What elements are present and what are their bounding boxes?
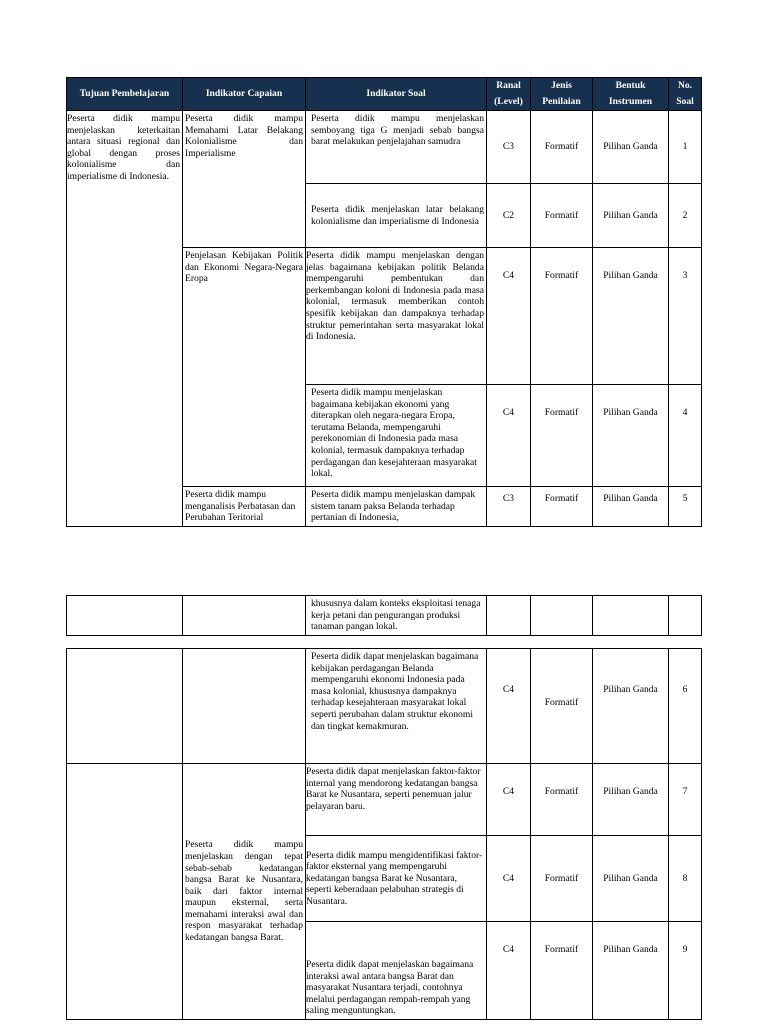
soal-cell: Peserta didik dapat menjelaskan bagaimana interaksi awal antara bangsa Barat dan masyarakat Nusantara terjadi, contohnya melalui perdagangan rempah-rempah yang saling menguntungkan. — [306, 922, 487, 1020]
no-cell: 2 — [669, 184, 702, 248]
ranah-cell: C4 — [487, 649, 531, 764]
header-jenis — [531, 78, 593, 111]
header-tujuan: Tujuan Pembelajaran — [67, 78, 183, 111]
capaian-cell: Peserta didik mampu menjelaskan dengan tepat sebab-sebab kedatangan bangsa Barat ke Nusantara, baik dari faktor internal maupun eksternal, serta memahami interaksi awal dan respon masyarakat terhadap kedatangan bangsa Barat. — [183, 764, 306, 1020]
ranah-cell: C4 — [487, 764, 531, 836]
soal-cell: Peserta didik mampu menjelaskan bagaimana kebijakan ekonomi yang diterapkan oleh negara-negara Eropa, terutama Belanda, mempengaruhi perekonomian di Indonesia pada masa kolonial, termasuk dampaknya terhadap perdagangan dan kesejahteraan masyarakat lokal. — [306, 385, 487, 487]
jenis-cell: Formatif — [531, 487, 593, 527]
ranah-cell: C4 — [487, 922, 531, 1020]
bentuk-cell: Pilihan Ganda — [593, 385, 669, 487]
header-jenis-line1: Jenis — [551, 80, 572, 91]
empty-cell — [593, 596, 669, 636]
ranah-cell: C4 — [487, 836, 531, 922]
soal-cell: Peserta didik dapat menjelaskan faktor-faktor internal yang mendorong kedatangan bangsa Barat ke Nusantara, seperti penemuan jalur pelayaran baru. — [306, 764, 487, 836]
empty-cell — [487, 596, 531, 636]
header-ranah — [487, 78, 531, 111]
ranah-cell: C4 — [487, 248, 531, 385]
soal-cell: Peserta didik dapat menjelaskan bagaimana kebijakan perdagangan Belanda mempengaruhi ekonomi Indonesia pada masa kolonial, khususnya dampaknya terhadap kesejahteraan masyarakat lokal seperti perubahan dalam struktur ekonomi dan tingkat kemakmuran. — [306, 649, 487, 764]
jenis-cell: Formatif — [531, 248, 593, 385]
soal-cell: Peserta didik mampu menjelaskan dampak sistem tanam paksa Belanda terhadap pertanian di Indonesia, — [306, 487, 487, 527]
no-cell: 8 — [669, 836, 702, 922]
empty-cell — [183, 649, 306, 764]
jenis-cell: Formatif — [531, 764, 593, 836]
capaian-cell: Peserta didik mampu menganalisis Perbatasan dan Perubahan Teritorial — [183, 487, 306, 527]
empty-cell — [67, 764, 183, 1020]
jenis-cell: Formatif — [531, 922, 593, 1020]
table-header-row — [67, 78, 702, 111]
soal-cell: Peserta didik mampu menjelaskan dengan jelas bagaimana kebijakan politik Belanda mempengaruhi pembentukan dan perkembangan koloni di Indonesia pada masa kolonial, termasuk memberikan contoh spesifik kebijakan dan dampaknya terhadap struktur pemerintahan serta masyarakat lokal di Indonesia. — [306, 248, 487, 385]
bentuk-cell: Pilihan Ganda — [593, 487, 669, 527]
table-row — [67, 764, 702, 836]
empty-cell — [67, 649, 183, 764]
ranah-cell: C4 — [487, 385, 531, 487]
empty-cell — [183, 596, 306, 636]
header-no-line2: Soal — [676, 96, 694, 107]
jenis-cell: Formatif — [531, 385, 593, 487]
empty-cell — [669, 596, 702, 636]
header-no — [669, 78, 702, 111]
assessment-grid-table-2 — [66, 648, 702, 1020]
jenis-cell: Formatif — [531, 649, 593, 764]
jenis-cell: Formatif — [531, 836, 593, 922]
jenis-cell: Formatif — [531, 111, 593, 184]
table-row — [67, 649, 702, 764]
continuation-table — [66, 595, 702, 636]
empty-cell — [531, 596, 593, 636]
header-jenis-line2: Penilaian — [542, 96, 581, 107]
ranah-cell: C2 — [487, 184, 531, 248]
bentuk-cell: Pilihan Ganda — [593, 764, 669, 836]
bentuk-cell: Pilihan Ganda — [593, 184, 669, 248]
jenis-cell: Formatif — [531, 184, 593, 248]
header-ranah-line2: (Level) — [494, 96, 523, 107]
assessment-grid-table — [66, 77, 702, 527]
header-bentuk-line2: Instrumen — [608, 96, 653, 107]
header-bentuk — [593, 78, 669, 111]
header-ranah-line1: Ranal — [496, 80, 521, 91]
no-cell: 4 — [669, 385, 702, 487]
soal-cell: Peserta didik mampu menjelaskan semboyang tiga G menjadi sebab bangsa barat melakukan penjelajahan samudra — [306, 111, 487, 184]
bentuk-cell: Pilihan Ganda — [593, 922, 669, 1020]
header-indikator-capaian: Indikator Capaian — [183, 78, 306, 111]
no-cell: 5 — [669, 487, 702, 527]
empty-cell — [67, 596, 183, 636]
ranah-cell: C3 — [487, 111, 531, 184]
bentuk-cell: Pilihan Ganda — [593, 836, 669, 922]
no-cell: 7 — [669, 764, 702, 836]
bentuk-cell: Pilihan Ganda — [593, 248, 669, 385]
table-row — [67, 596, 702, 636]
capaian-cell: Peserta didik mampu Memahami Latar Belakang Kolonialisme dan Imperialisme — [183, 111, 306, 248]
no-cell: 9 — [669, 922, 702, 1020]
soal-continuation-cell: khususnya dalam konteks eksploitasi tenaga kerja petani dan pengurangan produksi tanaman pangan lokal. — [306, 596, 487, 636]
table-row — [67, 111, 702, 184]
bentuk-cell: Pilihan Ganda — [593, 649, 669, 764]
no-cell: 1 — [669, 111, 702, 184]
header-indikator-soal: Indikator Soal — [306, 78, 487, 111]
soal-cell: Peserta didik mampu mengidentifikasi faktor-faktor eksternal yang mempengaruhi kedatangan bangsa Barat ke Nusantara, seperti keberadaan pelabuhan strategis di Nusantara. — [306, 836, 487, 922]
header-no-line1: No. — [677, 80, 693, 91]
no-cell: 6 — [669, 649, 702, 764]
bentuk-cell: Pilihan Ganda — [593, 111, 669, 184]
soal-cell: Peserta didik menjelaskan latar belakang kolonialisme dan imperialisme di Indonesia — [306, 184, 487, 248]
ranah-cell: C3 — [487, 487, 531, 527]
capaian-cell: Penjelasan Kebijakan Politik dan Ekonomi Negara-Negara Eropa — [183, 248, 306, 487]
no-cell: 3 — [669, 248, 702, 385]
header-bentuk-line1: Bentuk — [615, 80, 646, 91]
tujuan-cell: Peserta didik mampu menjelaskan keterkaitan antara situasi regional dan global dengan proses kolonialisme dan imperialisme di Indonesia. — [67, 111, 183, 527]
